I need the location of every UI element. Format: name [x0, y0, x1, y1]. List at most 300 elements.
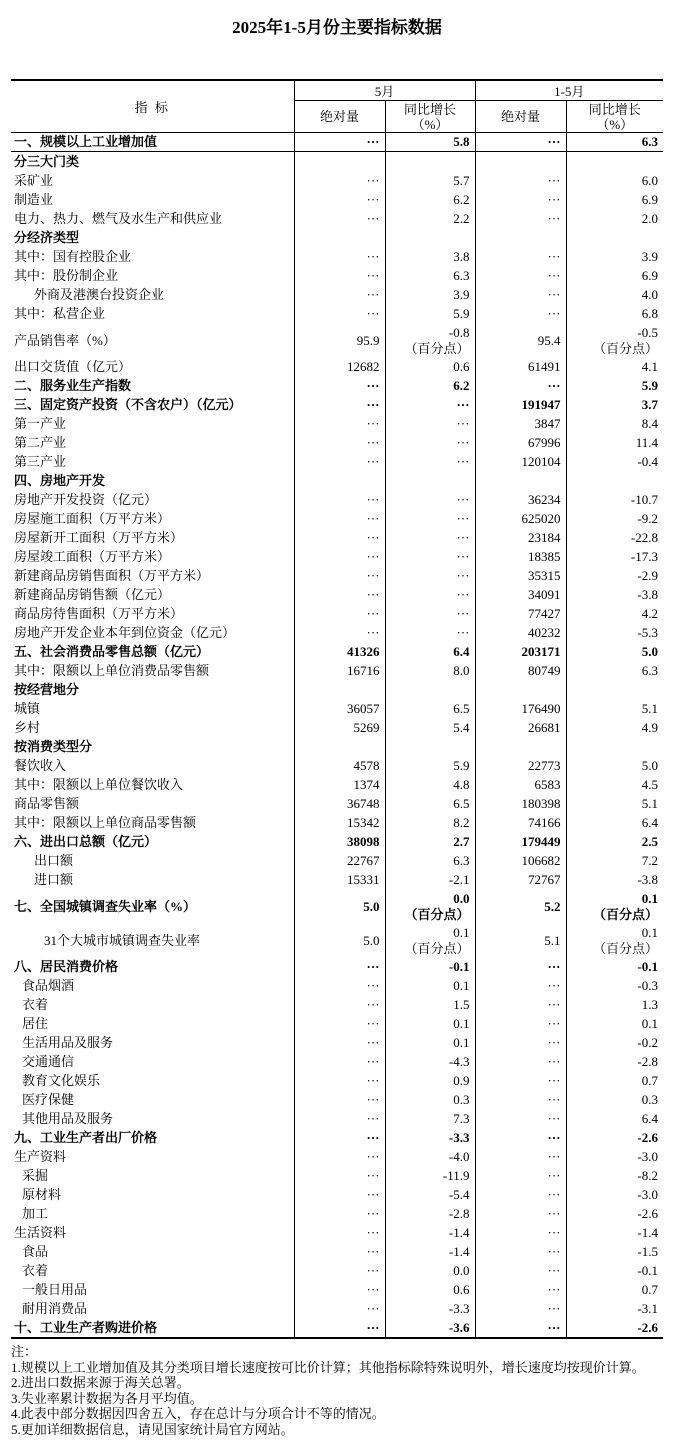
- cum-yoy-cell: -0.3: [566, 976, 663, 995]
- may-absolute-cell: ···: [294, 585, 385, 604]
- may-yoy-cell: -1.4: [385, 1242, 475, 1261]
- table-row: [11, 1242, 663, 1261]
- cum-absolute-cell: 26681: [475, 718, 566, 737]
- cum-absolute-cell: ···: [475, 1204, 566, 1223]
- may-yoy-cell: ···: [385, 566, 475, 585]
- cum-yoy-cell: 0.1: [566, 1014, 663, 1033]
- may-yoy-cell: ···: [385, 452, 475, 471]
- table-row: [11, 1280, 663, 1299]
- may-yoy-cell: [385, 680, 475, 699]
- cum-absolute-cell: [475, 152, 566, 172]
- cum-yoy-cell: 6.3: [566, 133, 663, 152]
- cum-absolute-cell: ···: [475, 285, 566, 304]
- yoy-label: 同比增长: [404, 101, 457, 117]
- cum-absolute-cell: ···: [475, 266, 566, 285]
- may-yoy-cell: [385, 228, 475, 247]
- indicator-label: 耐用消费品: [22, 1301, 88, 1316]
- cum-absolute-cell: [475, 737, 566, 756]
- cum-absolute-cell: 5.1: [475, 923, 566, 957]
- table-row: [11, 642, 663, 661]
- cum-yoy-cell: 5.0: [566, 756, 663, 775]
- table-row: [11, 1147, 663, 1166]
- indicator-label: 二、服务业生产指数: [14, 378, 132, 393]
- may-absolute-cell: ···: [294, 604, 385, 623]
- note-item-4: 4.此表中部分数据因四舍五入，存在总计与分项合计不等的情况。: [11, 1406, 385, 1421]
- cum-absolute-cell: 6583: [475, 775, 566, 794]
- may-yoy-cell: 6.5: [385, 699, 475, 718]
- cum-yoy-cell: 2.5: [566, 832, 663, 851]
- cum-yoy-cell: 5.0: [566, 642, 663, 661]
- cum-yoy-cell: 4.5: [566, 775, 663, 794]
- header-cum-yoy: [566, 101, 663, 133]
- may-absolute-cell: ···: [294, 452, 385, 471]
- indicator-label: 房屋竣工面积（万平方米）: [14, 549, 171, 564]
- may-yoy-cell: 8.2: [385, 813, 475, 832]
- cum-absolute-cell: 5.2: [475, 889, 566, 923]
- cum-yoy-cell: 2.0: [566, 209, 663, 228]
- table-header: [11, 80, 663, 133]
- indicator-label: 新建商品房销售额（亿元）: [14, 587, 171, 602]
- header-indicator: 指 标: [11, 80, 294, 133]
- indicator-label: 第二产业: [14, 435, 67, 450]
- table-row: [11, 452, 663, 471]
- table-row: [11, 1052, 663, 1071]
- may-absolute-cell: ···: [294, 1033, 385, 1052]
- cum-absolute-cell: ···: [475, 1147, 566, 1166]
- indicator-label: 第一产业: [14, 416, 67, 431]
- table-row: [11, 1223, 663, 1242]
- table-row: [11, 1090, 663, 1109]
- may-yoy-cell: 2.2: [385, 209, 475, 228]
- cum-absolute-cell: ···: [475, 1090, 566, 1109]
- cum-yoy-cell: 6.4: [566, 813, 663, 832]
- indicator-label: 四、房地产开发: [14, 473, 106, 488]
- indicator-label: 一般日用品: [22, 1282, 88, 1297]
- indicator-label: 房屋新开工面积（万平方米）: [14, 530, 184, 545]
- may-yoy-cell: -3.3: [385, 1299, 475, 1318]
- indicators-table: [11, 79, 663, 1339]
- may-yoy-cell: 6.4: [385, 642, 475, 661]
- cum-yoy-cell: 7.2: [566, 851, 663, 870]
- may-absolute-cell: ···: [294, 1014, 385, 1033]
- may-yoy-cell: -0.8 （百分点）: [385, 323, 475, 357]
- table-row: [11, 566, 663, 585]
- indicator-label: 九、工业生产者出厂价格: [14, 1130, 158, 1145]
- may-absolute-cell: ···: [294, 190, 385, 209]
- may-absolute-cell: ···: [294, 376, 385, 395]
- may-absolute-cell: ···: [294, 1071, 385, 1090]
- may-absolute-cell: 41326: [294, 642, 385, 661]
- cum-absolute-cell: ···: [475, 1223, 566, 1242]
- indicator-label: 城镇: [14, 701, 41, 716]
- cum-absolute-cell: ···: [475, 1299, 566, 1318]
- may-absolute-cell: ···: [294, 1204, 385, 1223]
- table-row: [11, 285, 663, 304]
- may-absolute-cell: 15331: [294, 870, 385, 889]
- may-yoy-cell: -1.4: [385, 1223, 475, 1242]
- cum-absolute-cell: ···: [475, 376, 566, 395]
- cum-yoy-cell: 6.9: [566, 266, 663, 285]
- indicator-label: 采矿业: [14, 173, 54, 188]
- cum-absolute-cell: ···: [475, 190, 566, 209]
- cum-yoy-cell: 0.3: [566, 1090, 663, 1109]
- may-absolute-cell: [294, 471, 385, 490]
- may-yoy-cell: 0.6: [385, 357, 475, 376]
- cum-absolute-cell: ···: [475, 1052, 566, 1071]
- cum-yoy-cell: -2.6: [566, 1318, 663, 1338]
- cum-absolute-cell: ···: [475, 1071, 566, 1090]
- cum-yoy-cell: 5.1: [566, 699, 663, 718]
- table-row: [11, 699, 663, 718]
- indicator-label: 八、居民消费价格: [14, 959, 119, 974]
- may-absolute-cell: 95.9: [294, 323, 385, 357]
- may-absolute-cell: ···: [294, 1261, 385, 1280]
- cum-yoy-cell: -0.5 （百分点）: [566, 323, 663, 357]
- may-yoy-cell: 0.1: [385, 1014, 475, 1033]
- may-yoy-cell: ···: [385, 604, 475, 623]
- cum-yoy-cell: -0.2: [566, 1033, 663, 1052]
- cum-absolute-cell: 23184: [475, 528, 566, 547]
- table-row: [11, 490, 663, 509]
- may-yoy-cell: 3.8: [385, 247, 475, 266]
- cum-absolute-cell: ···: [475, 247, 566, 266]
- cum-yoy-cell: 4.0: [566, 285, 663, 304]
- cum-absolute-cell: ···: [475, 1318, 566, 1338]
- table-row: [11, 152, 663, 172]
- cum-yoy-cell: 4.9: [566, 718, 663, 737]
- cum-yoy-cell: -3.8: [566, 870, 663, 889]
- may-absolute-cell: ···: [294, 547, 385, 566]
- cum-yoy-cell: 11.4: [566, 433, 663, 452]
- indicator-label: 其中：限额以上单位餐饮收入: [14, 777, 184, 792]
- may-absolute-cell: [294, 152, 385, 172]
- table-row: [11, 1204, 663, 1223]
- may-yoy-cell: 6.5: [385, 794, 475, 813]
- table-row: [11, 323, 663, 357]
- indicator-label: 衣着: [22, 1263, 49, 1278]
- may-absolute-cell: 22767: [294, 851, 385, 870]
- table-row: [11, 604, 663, 623]
- cum-absolute-cell: 74166: [475, 813, 566, 832]
- table-row: [11, 585, 663, 604]
- table-body: [11, 133, 663, 1339]
- may-absolute-cell: ···: [294, 1052, 385, 1071]
- table-row: [11, 775, 663, 794]
- may-yoy-cell: 0.1 （百分点）: [385, 923, 475, 957]
- cum-absolute-cell: ···: [475, 1166, 566, 1185]
- cum-absolute-cell: ···: [475, 1280, 566, 1299]
- indicator-label: 一、规模以上工业增加值: [11, 133, 294, 152]
- cum-absolute-cell: 36234: [475, 490, 566, 509]
- may-absolute-cell: ···: [294, 1090, 385, 1109]
- may-absolute-cell: ···: [294, 1128, 385, 1147]
- indicator-label: 交通通信: [22, 1054, 75, 1069]
- table-row: [11, 266, 663, 285]
- may-absolute-cell: 38098: [294, 832, 385, 851]
- cum-yoy-cell: -10.7: [566, 490, 663, 509]
- absolute-label: 绝对量: [319, 109, 359, 124]
- cum-absolute-cell: 179449: [475, 832, 566, 851]
- cum-yoy-cell: -9.2: [566, 509, 663, 528]
- table-row: [11, 1166, 663, 1185]
- may-absolute-cell: ···: [294, 171, 385, 190]
- cum-yoy-cell: 5.9: [566, 376, 663, 395]
- indicator-label: 七、全国城镇调查失业率（%）: [14, 898, 197, 914]
- may-absolute-cell: ···: [294, 1280, 385, 1299]
- may-yoy-cell: [385, 737, 475, 756]
- may-yoy-cell: ···: [385, 433, 475, 452]
- table-row: [11, 794, 663, 813]
- cum-absolute-cell: ···: [475, 1033, 566, 1052]
- cum-absolute-cell: ···: [475, 1014, 566, 1033]
- may-yoy-cell: -2.8: [385, 1204, 475, 1223]
- cum-yoy-cell: -17.3: [566, 547, 663, 566]
- table-row: [11, 851, 663, 870]
- cum-absolute-cell: ···: [475, 1185, 566, 1204]
- indicator-label: 房地产开发企业本年到位资金（亿元）: [14, 625, 236, 640]
- may-absolute-cell: ···: [294, 566, 385, 585]
- may-yoy-cell: ···: [385, 547, 475, 566]
- cum-absolute-cell: ···: [475, 304, 566, 323]
- cum-absolute-cell: 67996: [475, 433, 566, 452]
- table-row: [11, 813, 663, 832]
- cum-yoy-cell: 4.1: [566, 357, 663, 376]
- may-absolute-cell: [294, 680, 385, 699]
- cum-yoy-cell: 1.3: [566, 995, 663, 1014]
- table-row: [11, 471, 663, 490]
- indicator-label: 其中：限额以上单位消费品零售额: [14, 663, 210, 678]
- cum-absolute-cell: [475, 680, 566, 699]
- table-row: [11, 718, 663, 737]
- indicator-label: 制造业: [14, 192, 54, 207]
- cum-yoy-cell: 0.7: [566, 1280, 663, 1299]
- page-title: 2025年1-5月份主要指标数据: [232, 18, 442, 37]
- indicator-label: 其中：股份制企业: [14, 268, 119, 283]
- notes: [11, 1344, 663, 1437]
- header-may-yoy: [385, 101, 475, 133]
- cum-absolute-cell: 18385: [475, 547, 566, 566]
- indicator-label: 加工: [22, 1206, 49, 1221]
- table-row: [11, 661, 663, 680]
- cum-yoy-cell: -3.0: [566, 1185, 663, 1204]
- may-absolute-cell: ···: [294, 623, 385, 642]
- cum-absolute-cell: 35315: [475, 566, 566, 585]
- table-row: [11, 209, 663, 228]
- may-absolute-cell: ···: [294, 433, 385, 452]
- cum-yoy-cell: 0.1 （百分点）: [566, 923, 663, 957]
- indicator-label: 新建商品房销售面积（万平方米）: [14, 568, 210, 583]
- cum-absolute-cell: ···: [475, 133, 566, 152]
- cum-yoy-cell: -0.4: [566, 452, 663, 471]
- may-yoy-cell: [385, 471, 475, 490]
- cum-absolute-cell: 95.4: [475, 323, 566, 357]
- cum-absolute-cell: 191947: [475, 395, 566, 414]
- indicator-label: 衣着: [22, 997, 49, 1012]
- indicator-label: 分经济类型: [14, 230, 80, 245]
- cum-absolute-cell: 40232: [475, 623, 566, 642]
- indicator-label: 乡村: [14, 720, 41, 735]
- cum-absolute-cell: 176490: [475, 699, 566, 718]
- may-yoy-cell: -0.1: [385, 957, 475, 976]
- may-absolute-cell: ···: [294, 414, 385, 433]
- may-absolute-cell: 5.0: [294, 923, 385, 957]
- cum-yoy-cell: 6.8: [566, 304, 663, 323]
- indicator-label: 六、进出口总额（亿元）: [14, 834, 158, 849]
- cum-yoy-cell: -3.0: [566, 1147, 663, 1166]
- cum-yoy-cell: -3.1: [566, 1299, 663, 1318]
- indicator-label: 房屋施工面积（万平方米）: [14, 511, 171, 526]
- cum-absolute-cell: 72767: [475, 870, 566, 889]
- may-yoy-cell: ···: [385, 509, 475, 528]
- may-absolute-cell: ···: [294, 509, 385, 528]
- table-row: [11, 995, 663, 1014]
- table-row: [11, 247, 663, 266]
- may-yoy-cell: 0.1: [385, 1033, 475, 1052]
- may-yoy-cell: ···: [385, 528, 475, 547]
- cum-yoy-cell: [566, 680, 663, 699]
- indicator-label: 采掘: [22, 1168, 49, 1183]
- yoy-unit-label: （%）: [411, 116, 449, 132]
- table-row: [11, 976, 663, 995]
- indicator-label: 进口额: [34, 872, 74, 887]
- indicator-label: 居住: [22, 1016, 49, 1031]
- indicator-label: 生活用品及服务: [22, 1035, 114, 1050]
- cum-yoy-cell: 3.9: [566, 247, 663, 266]
- cum-yoy-cell: -2.6: [566, 1128, 663, 1147]
- indicator-label: 外商及港澳台投资企业: [34, 287, 165, 302]
- table-row: [11, 547, 663, 566]
- table-row: [11, 395, 663, 414]
- cum-absolute-cell: ···: [475, 1261, 566, 1280]
- table-row: [11, 756, 663, 775]
- may-absolute-cell: ···: [294, 209, 385, 228]
- may-absolute-cell: ···: [294, 528, 385, 547]
- indicator-label: 医疗保健: [22, 1092, 75, 1107]
- cum-yoy-cell: [566, 152, 663, 172]
- table-row: [11, 623, 663, 642]
- notes-label: 注：: [11, 1344, 38, 1359]
- may-absolute-cell: 5.0: [294, 889, 385, 923]
- note-item-3: 3.失业率累计数据为各月平均值。: [11, 1390, 203, 1406]
- may-yoy-cell: 6.3: [385, 266, 475, 285]
- table-row: [11, 528, 663, 547]
- may-yoy-cell: ···: [385, 623, 475, 642]
- indicator-label: 出口额: [34, 853, 74, 868]
- cum-yoy-cell: -2.8: [566, 1052, 663, 1071]
- table-row: [11, 923, 663, 957]
- indicator-label: 食品: [22, 1244, 49, 1259]
- may-yoy-cell: -4.3: [385, 1052, 475, 1071]
- may-absolute-cell: ···: [294, 266, 385, 285]
- cum-absolute-cell: 106682: [475, 851, 566, 870]
- table-row: [11, 1109, 663, 1128]
- indicator-label: 食品烟酒: [22, 978, 75, 993]
- may-yoy-cell: -11.9: [385, 1166, 475, 1185]
- table-row: [11, 832, 663, 851]
- cum-yoy-cell: 3.7: [566, 395, 663, 414]
- cum-yoy-cell: 0.1 （百分点）: [566, 889, 663, 923]
- may-absolute-cell: ···: [294, 957, 385, 976]
- indicator-label: 三、固定资产投资（不含农户）（亿元）: [14, 397, 242, 412]
- cum-yoy-cell: 6.0: [566, 171, 663, 190]
- may-yoy-cell: 8.0: [385, 661, 475, 680]
- cum-absolute-cell: 77427: [475, 604, 566, 623]
- may-absolute-cell: 36748: [294, 794, 385, 813]
- may-yoy-cell: ···: [385, 585, 475, 604]
- may-yoy-cell: 5.4: [385, 718, 475, 737]
- cum-absolute-cell: 180398: [475, 794, 566, 813]
- header-may-absolute: [294, 101, 385, 133]
- may-absolute-cell: ···: [294, 133, 385, 152]
- table-row: [11, 228, 663, 247]
- cum-yoy-cell: -3.8: [566, 585, 663, 604]
- cum-yoy-cell: 6.9: [566, 190, 663, 209]
- cum-yoy-cell: -2.6: [566, 1204, 663, 1223]
- table-row: [11, 190, 663, 209]
- may-yoy-cell: 5.9: [385, 756, 475, 775]
- table-row: [11, 1033, 663, 1052]
- indicator-label: 生产资料: [14, 1149, 67, 1164]
- may-yoy-cell: 7.3: [385, 1109, 475, 1128]
- cum-yoy-cell: 4.2: [566, 604, 663, 623]
- table-row: [11, 1185, 663, 1204]
- table-row: [11, 357, 663, 376]
- cum-absolute-cell: 203171: [475, 642, 566, 661]
- table-row: [11, 870, 663, 889]
- table-row: [11, 680, 663, 699]
- cum-yoy-cell: -5.3: [566, 623, 663, 642]
- may-absolute-cell: 1374: [294, 775, 385, 794]
- cum-yoy-cell: -0.1: [566, 1261, 663, 1280]
- cum-yoy-cell: 6.4: [566, 1109, 663, 1128]
- cum-absolute-cell: ···: [475, 957, 566, 976]
- may-yoy-cell: ···: [385, 414, 475, 433]
- cum-absolute-cell: 625020: [475, 509, 566, 528]
- may-yoy-cell: 6.2: [385, 190, 475, 209]
- cum-absolute-cell: ···: [475, 976, 566, 995]
- may-yoy-cell: 5.7: [385, 171, 475, 190]
- may-absolute-cell: ···: [294, 1299, 385, 1318]
- note-item-2: 2.进出口数据来源于海关总署。: [11, 1375, 190, 1390]
- may-yoy-cell: -3.3: [385, 1128, 475, 1147]
- may-absolute-cell: ···: [294, 1223, 385, 1242]
- may-yoy-cell: 5.8: [385, 133, 475, 152]
- indicator-label: 分三大门类: [14, 154, 80, 169]
- indicator-label: 房地产开发投资（亿元）: [14, 492, 158, 507]
- header-may: 5月: [294, 80, 475, 101]
- table-row: [11, 957, 663, 976]
- cum-absolute-cell: 22773: [475, 756, 566, 775]
- may-absolute-cell: ···: [294, 1166, 385, 1185]
- yoy-unit-label: （%）: [596, 116, 634, 132]
- indicator-label: 十、工业生产者购进价格: [14, 1320, 158, 1335]
- may-absolute-cell: ···: [294, 395, 385, 414]
- may-absolute-cell: ···: [294, 1185, 385, 1204]
- cum-yoy-cell: -8.2: [566, 1166, 663, 1185]
- indicator-label: 教育文化娱乐: [22, 1073, 101, 1088]
- may-absolute-cell: 15342: [294, 813, 385, 832]
- may-yoy-cell: 4.8: [385, 775, 475, 794]
- table-row: [11, 433, 663, 452]
- may-absolute-cell: 5269: [294, 718, 385, 737]
- table-row: [11, 1261, 663, 1280]
- note-item-1: 1.规模以上工业增加值及其分类项目增长速度按可比价计算；其他指标除特殊说明外，增长速度均按现价计算。: [11, 1359, 645, 1375]
- may-yoy-cell: [385, 152, 475, 172]
- cum-yoy-cell: 5.1: [566, 794, 663, 813]
- indicator-label: 商品零售额: [14, 796, 80, 811]
- may-absolute-cell: 4578: [294, 756, 385, 775]
- indicator-label: 其中：私营企业: [14, 306, 106, 321]
